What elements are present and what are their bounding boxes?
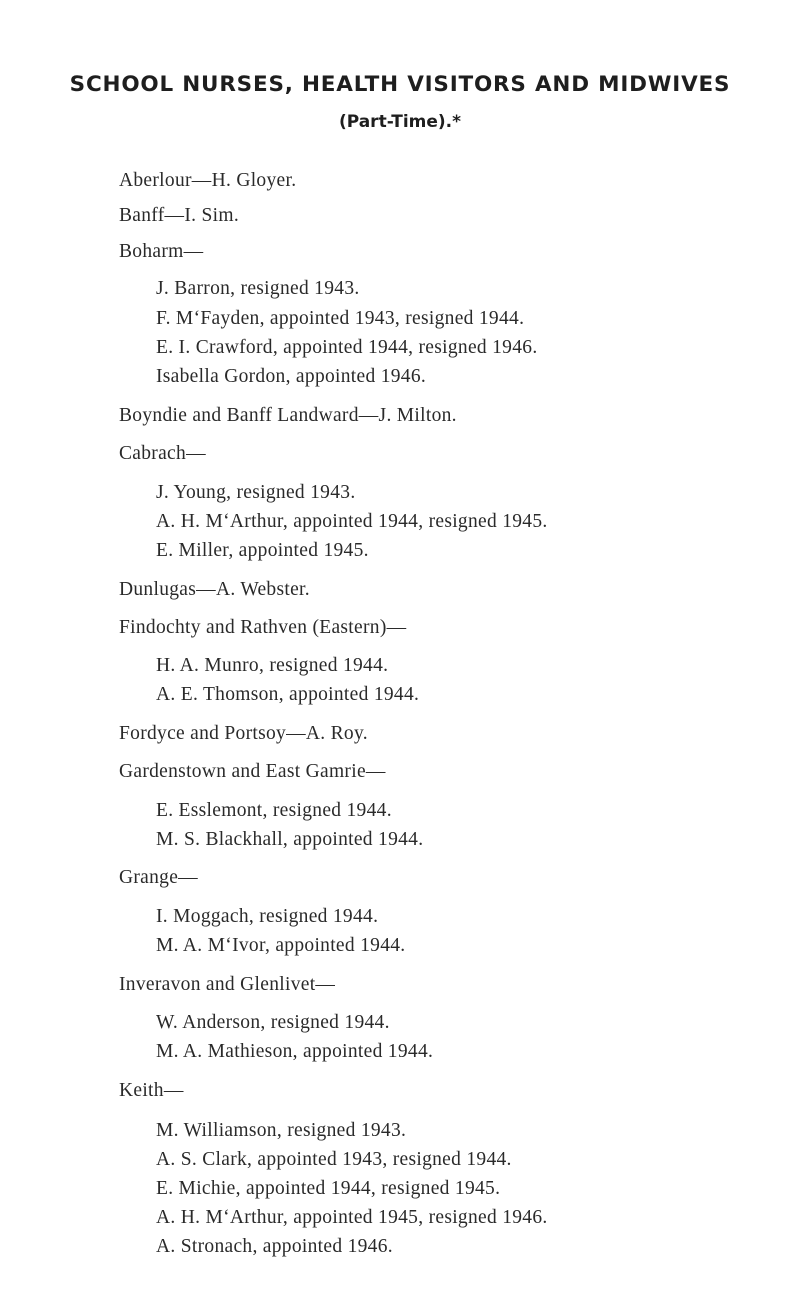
entry-findochty-1: H. A. Munro, resigned 1944. [156, 655, 389, 676]
entry-grange-1: I. Moggach, resigned 1944. [156, 906, 379, 927]
entry-inveravon-2: M. A. Mathieson, appointed 1944. [156, 1041, 434, 1062]
entry-dunlugas: Dunlugas—A. Webster. [119, 579, 310, 600]
entry-keith-5: A. Stronach, appointed 1946. [156, 1236, 393, 1257]
entry-fordyce: Fordyce and Portsoy—A. Roy. [119, 723, 368, 744]
entry-keith-2: A. S. Clark, appointed 1943, resigned 1944. [156, 1149, 512, 1170]
entry-inveravon-1: W. Anderson, resigned 1944. [156, 1012, 390, 1033]
entry-cabrach-2: A. H. M‘Arthur, appointed 1944, resigned 1945. [156, 511, 548, 532]
entry-findochty-2: A. E. Thomson, appointed 1944. [156, 684, 420, 705]
entry-keith-4: A. H. M‘Arthur, appointed 1945, resigned 1946. [156, 1207, 548, 1228]
entry-keith-3: E. Michie, appointed 1944, resigned 1945. [156, 1178, 501, 1199]
entry-boharm: Boharm— [119, 241, 204, 262]
page-subtitle: (Part-Time).* [338, 112, 462, 132]
entry-gardenstown: Gardenstown and East Gamrie— [119, 761, 386, 782]
entry-cabrach: Cabrach— [119, 443, 206, 464]
entry-boharm-4: Isabella Gordon, appointed 1946. [156, 366, 427, 387]
entry-keith: Keith— [119, 1080, 184, 1101]
entry-cabrach-3: E. Miller, appointed 1945. [156, 540, 369, 561]
entry-grange: Grange— [119, 867, 198, 888]
entry-grange-2: M. A. M‘Ivor, appointed 1944. [156, 935, 406, 956]
page-title: SCHOOL NURSES, HEALTH VISITORS AND MIDWIVES [69, 72, 731, 97]
entry-inveravon: Inveravon and Glenlivet— [119, 974, 336, 995]
entry-gardenstown-2: M. S. Blackhall, appointed 1944. [156, 829, 424, 850]
entry-gardenstown-1: E. Esslemont, resigned 1944. [156, 800, 392, 821]
entry-aberlour: Aberlour—H. Gloyer. [119, 170, 297, 191]
entry-boharm-3: E. I. Crawford, appointed 1944, resigned 1946. [156, 337, 538, 358]
entry-keith-1: M. Williamson, resigned 1943. [156, 1120, 407, 1141]
entry-cabrach-1: J. Young, resigned 1943. [156, 482, 356, 503]
entry-boyndie: Boyndie and Banff Landward—J. Milton. [119, 405, 457, 426]
entry-boharm-2: F. M‘Fayden, appointed 1943, resigned 1944. [156, 308, 525, 329]
entry-banff: Banff—I. Sim. [119, 205, 239, 226]
entry-boharm-1: J. Barron, resigned 1943. [156, 278, 360, 299]
entry-findochty: Findochty and Rathven (Eastern)— [119, 617, 407, 638]
